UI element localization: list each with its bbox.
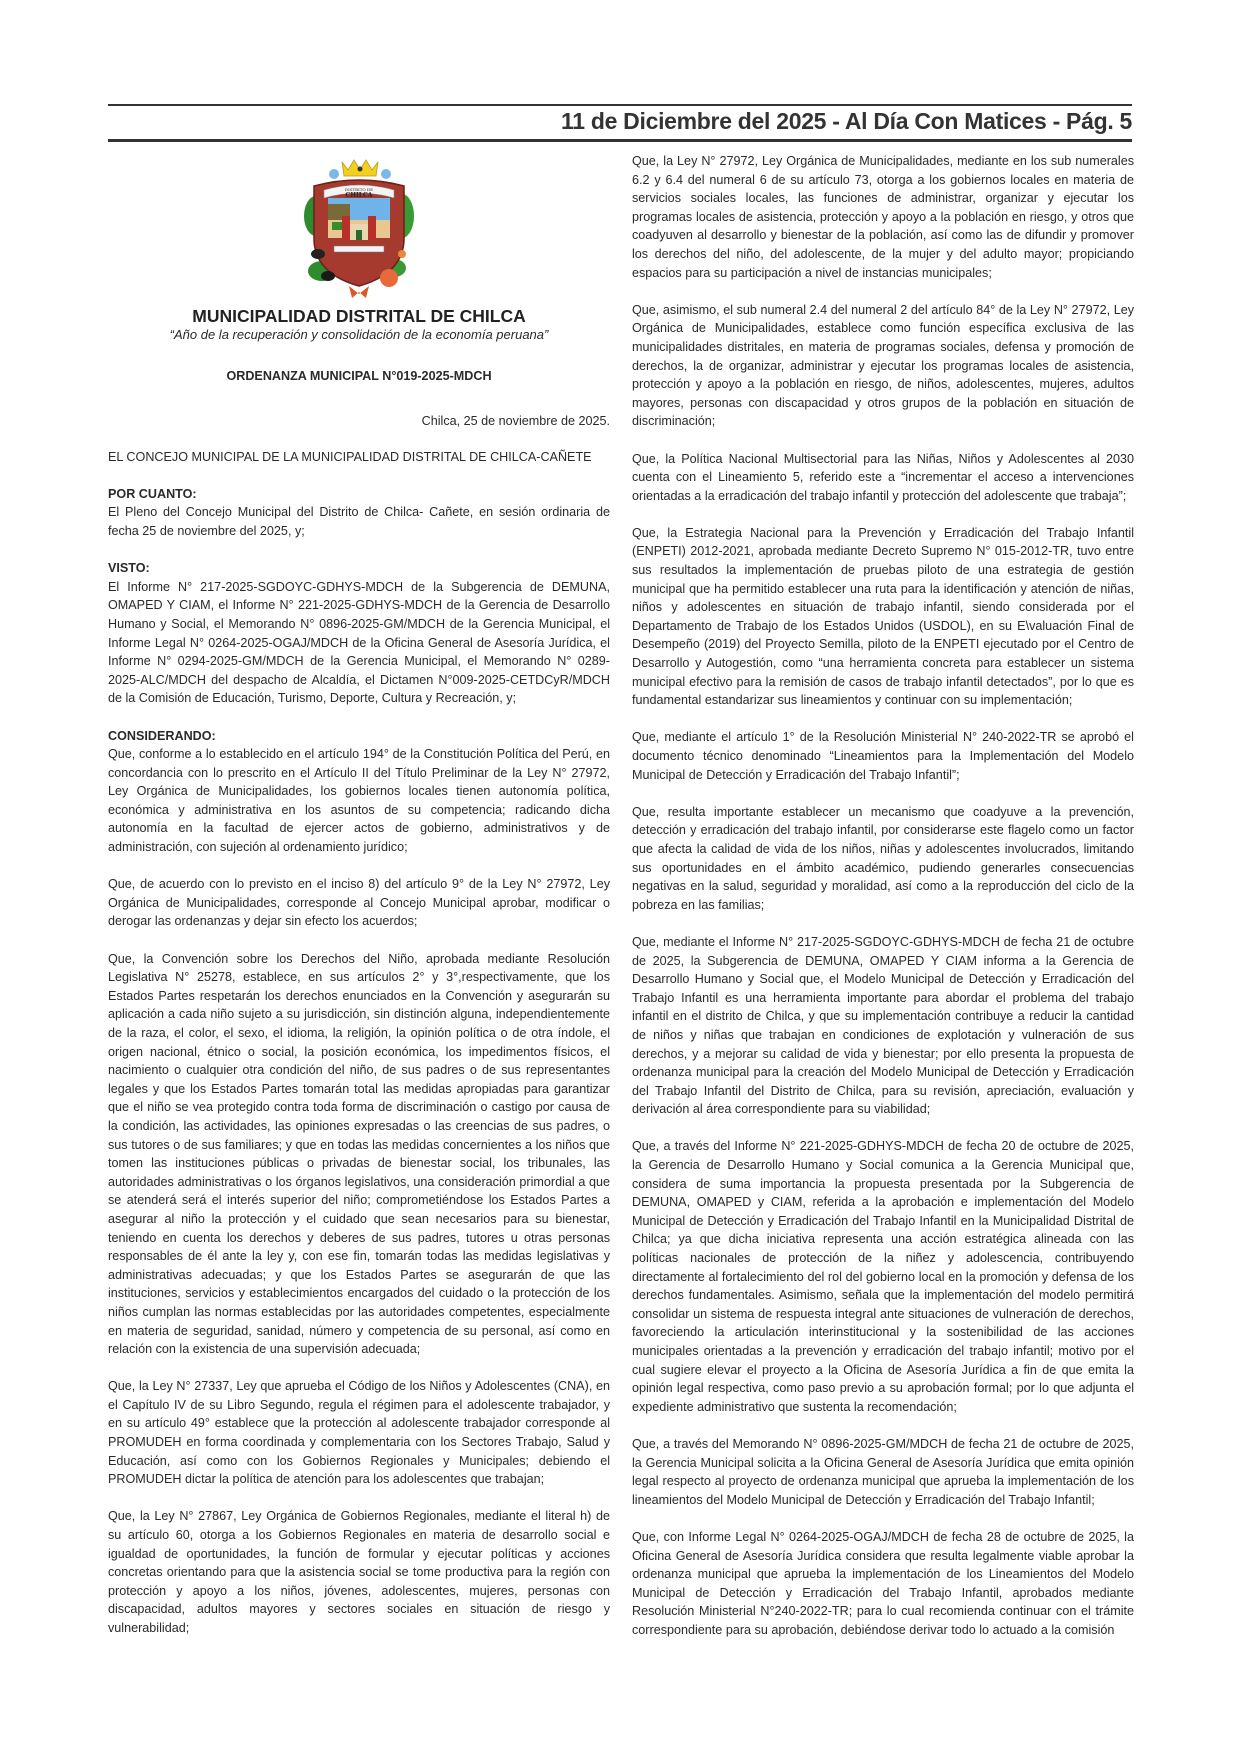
bow-icon (349, 286, 369, 298)
paragraph: Que, de acuerdo con lo previsto en el inciso 8) del artículo 9° de la Ley N° 27972, Ley Orgánica de Municipalidades, corresponde al Concejo Municipal aprobar, modificar o derogar las ordenanzas y dejar sin efecto los acuerdos; (108, 877, 610, 929)
ordinance-number: ORDENANZA MUNICIPAL N°019-2025-MDCH (226, 369, 492, 383)
coat-of-arms-logo (294, 156, 424, 301)
fruit-icon (398, 250, 406, 258)
visto-text: El Informe N° 217-2025-SGDOYC-GDHYS-MDCH de la Subgerencia de DEMUNA, OMAPED Y CIAM, el Informe N° 221-2025-GDHYS-MDCH de la Gerencia de Desarrollo Humano y Social, el Memorando N° 0896-2025-GM/MDCH de la Gerencia Municipal, el Informe Legal N° 0264-2025-OGAJ/MDCH de la Oficina General de Asesoría Jurídica, el Informe N° 0294-2025-GM/MDCH de la Gerencia Municipal, el Memorando N° 0289-2025-ALC/MDCH del despacho de Alcaldía, el Dictamen N°009-2025-CETDCyR/MDCH de la Comisión de Educación, Turismo, Deporte, Cultura y Recreación, y; (108, 579, 610, 706)
paragraph: Que, la Ley N° 27337, Ley que aprueba el Código de los Niños y Adolescentes (CNA), en el Capítulo IV de su Libro Segundo, regula el régimen para el adolescente trabajador, y en su artículo 49° establece que la protección al adolescente trabajador corresponde al PROMUDEH en forma coordinada y complementaria con los Sectores Trabajo, Salud y Educación, así como con los Gobiernos Regionales y Municipales; debiendo el PROMUDEH dictar la política de atención para los adolescentes que trabajan; (108, 1379, 610, 1487)
year-motto: “Año de la recuperación y consolidación de la economía peruana” (169, 327, 549, 342)
paragraph: Que, asimismo, el sub numeral 2.4 del numeral 2 del artículo 84° de la Ley N° 27972, Ley Orgánica de Municipalidades, establece como función específica exclusiva de las municipalidades distritales, en materia de programas sociales, defensa y promoción de derechos, la de organizar, administrar y ejecutar los programas locales de asistencia, protección y apoyo a la población en riesgo, de niños, adolescentes, mujeres, adultos mayores, personas con discapacidad y otros grupos de la población en situación de discriminación; (632, 302, 1134, 429)
paragraph: Que, a través del Informe N° 221-2025-GDHYS-MDCH de fecha 20 de octubre de 2025, la Gerencia de Desarrollo Humano y Social comunica a la Gerencia Municipal que, considera de suma importancia la propuesta presentada por la Subgerencia de DEMUNA, OMAPED y CIAM, referida a la aprobación e implementación del Modelo Municipal de Detección y Erradicación del Trabajo Infantil en la Municipalidad Distrital de Chilca; ya que dicha iniciativa representa una acción estratégica alineada con las políticas nacionales de protección de la niñez y adolescencia, contribuyendo directamente al fortalecimiento del rol del gobierno local en la promoción y defensa de los derechos fundamentales. Asimismo, señala que la implementación del modelo permitirá consolidar un sistema de respuesta integral ante situaciones de vulneración de derechos, favoreciendo la articulación interinstitucional y la sostenibilidad de las acciones municipales orientadas a la prevención y erradicación del trabajo infantil; motivo por el cual sugiere elevar el proyecto a la Oficina de Asesoría Jurídica a fin de que emita la opinión legal respectiva, como paso previo a su aprobación formal; por lo que adjunta el expediente administrativo que sustenta la recomendación; (632, 1139, 1134, 1414)
paragraph: Que, la Convención sobre los Derechos del Niño, aprobada mediante Resolución Legislativa N° 25278, establece, en sus artículos 2° y 3°,respectivamente, que los Estados Partes respetarán los derechos enunciados en la Convención y asegurarán su aplicación a cada niño sujeto a su jurisdicción, sin distinción alguna, independientemente de la raza, el color, el sexo, el idioma, la religión, la opinión política o de otra índole, el origen nacional, étnico o social, la posición económica, los impedimentos físicos, el nacimiento o cualquier otra condición del niño, de sus padres o de sus representantes legales y que los Estados Partes tomarán total las medidas apropiadas para garantizar que el niño se vea protegido contra toda forma de discriminación o castigo por causa de la condición, las actividades, las opiniones expresadas o las creencias de sus padres, o sus tutores o de sus familiares; y que en todas las medidas concernientes a los niños que tomen las instituciones públicas o privadas de bienestar social, los tribunales, las autoridades administrativas o los órganos legislativos, una consideración primordial a que se atenderá será el interés superior del niño; comprometiéndose los Estados Partes a asegurar al niño la protección y el cuidado que sean necesarios para su bienestar, teniendo en cuenta los derechos y deberes de sus padres, tutores u otras personas responsables de él ante la ley y, con ese fin, tomarán todas las medidas legislativas y administrativas adecuadas; y que los Estados Partes se asegurarán de que las instituciones, servicios y establecimientos encargados del cuidado o la protección de los niños cumplan las normas establecidas por las autoridades competentes, especialmente en materia de seguridad, sanidad, número y competencia de su personal, así como en relación con la existencia de una supervisión adecuada; (108, 951, 610, 1357)
paragraph: Que, resulta importante establecer un mecanismo que coadyuve a la prevención, detección y erradicación del trabajo infantil, por considerarse este flagelo como un factor que afecta la calidad de vida de los niños, niñas y adolescentes involucrados, limitando sus oportunidades en el ámbito académico, pudiendo generarles consecuencias negativas en la salud, seguridad y moralidad, así como a la reproducción del ciclo de la pobreza en las familias; (632, 804, 1134, 912)
paragraph: Que, la Política Nacional Multisectorial para las Niñas, Niños y Adolescentes al 2030 cuenta con el Lineamiento 5, referido este a “incrementar el acceso a intervenciones orientadas a la erradicación del trabajo infantil y protección del adolescente que trabaja”; (632, 451, 1134, 503)
running-header: 11 de Diciembre del 2025 - Al Día Con Matices - Pág. 5 (561, 108, 1132, 134)
olive-icon (311, 249, 325, 259)
left-column (108, 150, 610, 1656)
paragraph: Que, con Informe Legal N° 0264-2025-OGAJ/MDCH de fecha 28 de octubre de 2025, la Oficina General de Asesoría Jurídica considera que resulta legalmente viable aprobar la ordenanza municipal que aprueba la implementación de los Lineamientos del Modelo Municipal de Detección y Erradicación del Trabajo Infantil, aprobados mediante Resolución Ministerial N°240-2022-TR; para lo cual recomienda continuar con el trámite correspondiente para su aprobación, debiéndose derivar todo lo actuado a la comisión (632, 1529, 1134, 1637)
paragraph: Que, la Ley N° 27972, Ley Orgánica de Municipalidades, mediante en los sub numerales 6.2 y 6.4 del numeral 6 de su artículo 73, otorga a los gobiernos locales en materia de servicios sociales locales, las funciones de administrar, organizar y ejecutar los programas locales de asistencia, protección y apoyo a la población en riesgo, y otros que coadyuven al desarrollo y bienestar de la población, así como las de difundir y promover los derechos del niño, del adolescente, de la mujer y del adulto mayor; propiciando espacios para su participación a nivel de instancias municipales; (632, 154, 1134, 280)
header-bottom-rule (108, 139, 1132, 142)
section-heading-considerando: CONSIDERANDO: (108, 728, 216, 743)
pomegranate-icon (380, 269, 398, 287)
paragraph: Que, conforme a lo establecido en el artículo 194° de la Constitución Política del Perú, en concordancia con lo prescrito en el Artículo II del Título Preliminar de la Ley N° 27972, Ley Orgánica de Municipalidades, los gobiernos locales tienen autonomía política, económica y administrativa en los asuntos de su competencia; radicando dicha autonomía en la facultad de ejercer actos de gobierno, administrativos y de administración, con sujeción al ordenamiento jurídico; (108, 747, 610, 855)
cherub-left-icon (329, 169, 339, 179)
logo-text-main: CHILCA (345, 192, 373, 199)
header-top-rule (108, 104, 1132, 106)
cherub-right-icon (381, 169, 391, 179)
paragraph: Que, mediante el artículo 1° de la Resolución Ministerial N° 240-2022-TR se aprobó el documento técnico denominado “Lineamientos para la Implementación del Modelo Municipal de Detección y Erradicación del Trabajo Infantil”; (632, 730, 1134, 782)
section-heading-por-cuanto: POR CUANTO: (108, 486, 197, 501)
paragraph: Que, la Estrategia Nacional para la Prevención y Erradicación del Trabajo Infantil (ENPETI) 2012-2021, aprobada mediante Decreto Supremo N° 015-2012-TR, tuvo entre sus resultados la implementación de pruebas piloto de una estrategia de gestión municipal que ha permitido establecer una ruta para la identificación y atención de niñas, niños y adolescentes en situación de trabajo infantil, siendo considerada por el Departamento de Trabajo de los Estados Unidos (USDOL), en su E\valuación Final de Desempeño (2019) del Proyecto Semilla, piloto de la ENPETI ejecutado por el Centro de Desarrollo y Autogestión, como “una herramienta concreta para establecer un sistema municipal efectivo para la remisión de casos de trabajo infantil detectados”, por lo que es fundamental estandarizar sus lineamientos y continuar con su implementación; (632, 525, 1134, 708)
section-heading-visto: VISTO: (108, 561, 150, 576)
right-column (632, 152, 1134, 1658)
paragraph: Que, mediante el Informe N° 217-2025-SGDOYC-GDHYS-MDCH de fecha 21 de octubre de 2025, la Subgerencia de DEMUNA, OMAPED Y CIAM informa a la Gerencia de Desarrollo Humano y Social que, el Modelo Municipal de Detección y Erradicación del Trabajo Infantil es una herramienta importante para abordar el problema del trabajo infantil en el distrito de Chilca, y que su implementación contribuye a reducir la cantidad de niños y niñas que trabajan en condiciones de explotación y vulneración de sus derechos, y a mejorar su calidad de vida y bienestar; por ello presenta la propuesta de ordenanza municipal para la creación del Modelo Municipal de Detección y Erradicación del Trabajo Infantil del Distrito de Chilca, para su revisión, apreciación, evaluación y derivación al área correspondiente para su viabilidad; (632, 934, 1134, 1117)
church-tower-right-icon (368, 216, 376, 240)
por-cuanto-text: El Pleno del Concejo Municipal del Distrito de Chilca- Cañete, en sesión ordinaria de fecha 25 de noviembre del 2025, y; (108, 505, 610, 538)
paragraph: Que, la Ley N° 27867, Ley Orgánica de Gobiernos Regionales, mediante el literal h) de su artículo 60, otorga a los Gobiernos Regionales en materia de desarrollo social e igualdad de oportunidades, la función de formular y ejecutar políticas y acciones concretas orientando para que la asistencia social se tome productiva para la región con protección y apoyo a los niños, jóvenes, adolescentes, mujeres, personas con discapacidad, adultos mayores y sectores sociales en situación de riesgo y vulnerabilidad; (108, 1509, 610, 1635)
place-date: Chilca, 25 de noviembre de 2025. (421, 413, 610, 428)
municipality-name: MUNICIPALIDAD DISTRITAL DE CHILCA (192, 306, 526, 326)
paragraph: Que, a través del Memorando N° 0896-2025-GM/MDCH de fecha 21 de octubre de 2025, la Gerencia Municipal solicita a la Oficina General de Asesoría Jurídica que emita opinión legal respecto al proyecto de ordenanza municipal que aprueba la implementación de los lineamientos del Modelo Municipal de Detección y Erradicación del Trabajo Infantil; (632, 1436, 1134, 1507)
logo-text-top: DISTRITO DE (344, 187, 374, 192)
olive-icon (321, 271, 335, 281)
church-tower-left-icon (342, 216, 350, 240)
motto-ribbon-icon (334, 246, 384, 252)
council-heading: EL CONCEJO MUNICIPAL DE LA MUNICIPALIDAD DISTRITAL DE CHILCA-CAÑETE (108, 450, 592, 465)
